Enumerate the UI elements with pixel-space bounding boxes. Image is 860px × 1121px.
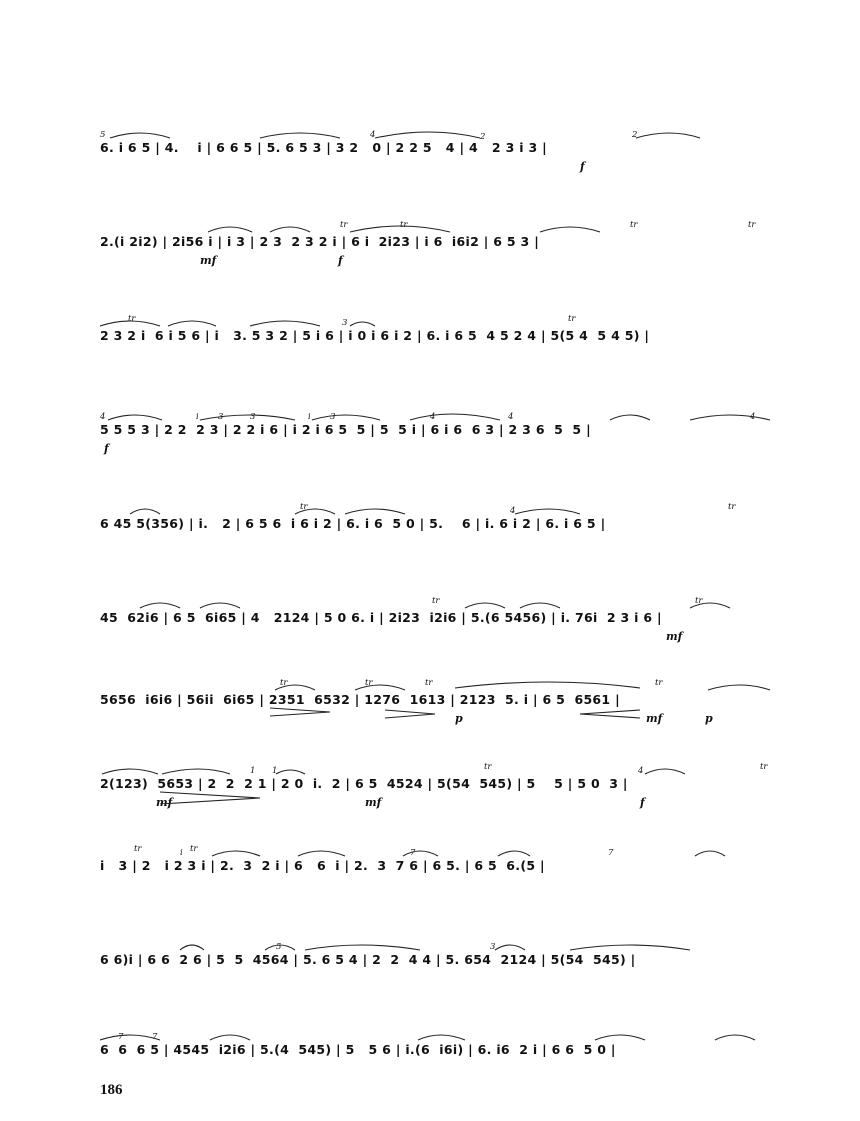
grace-note: i	[180, 848, 183, 858]
grace-note: 3	[330, 412, 336, 422]
dynamic-mark: f	[640, 796, 645, 809]
score-line	[100, 846, 790, 886]
notation-text: 2.(i 2i2) | 2i56 i | i 3 | 2 3 2 3 2 i | 6 i 2i23 | i 6 i6i2 | 6 5 3 |	[100, 234, 540, 249]
trill-mark: tr	[340, 220, 348, 230]
grace-note: 7	[410, 848, 416, 858]
trill-mark: tr	[728, 502, 736, 512]
score-line	[100, 940, 790, 980]
grace-note: 3	[490, 942, 496, 952]
notation-text: 45 62i6 | 6 5 6i65 | 4 2124 | 5 0 6. i | 2i23 i2i6 | 5.(6 5456) | i. 76i 2 3 i 6 |	[100, 610, 662, 625]
notation-text: 6 45 5(356) | i. 2 | 6 5 6 i 6 i 2 | 6. i 6 5 0 | 5. 6 | i. 6 i 2 | 6. i 6 5 |	[100, 516, 606, 531]
grace-note: 5	[100, 130, 106, 140]
dynamic-mark: mf	[365, 796, 382, 809]
notation-text: 2 3 2 i 6 i 5 6 | i 3. 5 3 2 | 5 i 6 | i 0 i 6 i 2 | 6. i 6 5 4 5 2 4 | 5(5 4 5 4 5) |	[100, 328, 650, 343]
grace-note: 4	[750, 412, 756, 422]
trill-mark: tr	[760, 762, 768, 772]
grace-note: 7	[152, 1032, 158, 1042]
dynamic-mark: p	[705, 712, 713, 725]
grace-note: 4	[510, 506, 516, 516]
notation-text: 2(123) 5653 | 2 2 2 1 | 2 0 i. 2 | 6 5 4524 | 5(54 545) | 5 5 | 5 0 3 |	[100, 776, 628, 791]
dynamic-mark: f	[104, 442, 109, 455]
dynamic-mark: p	[455, 712, 463, 725]
grace-note: 3	[342, 318, 348, 328]
dynamic-mark: mf	[646, 712, 663, 725]
grace-note: 4	[370, 130, 376, 140]
dynamic-mark: f	[338, 254, 343, 267]
trill-mark: tr	[484, 762, 492, 772]
grace-note: 4	[508, 412, 514, 422]
grace-note: 3	[250, 412, 256, 422]
grace-note: 1	[250, 766, 256, 776]
dynamic-mark: mf	[666, 630, 683, 643]
score-line	[100, 678, 790, 725]
grace-note: 2	[632, 130, 638, 140]
trill-mark: tr	[425, 678, 433, 688]
dynamic-mark: mf	[156, 796, 173, 809]
grace-note: 2	[480, 132, 486, 142]
grace-note: 3	[218, 412, 224, 422]
dynamic-mark: mf	[200, 254, 217, 267]
score-line	[100, 220, 790, 267]
score-line	[100, 410, 790, 455]
trill-mark: tr	[280, 678, 288, 688]
score-line	[100, 128, 790, 173]
trill-mark: tr	[655, 678, 663, 688]
trill-mark: tr	[365, 678, 373, 688]
score-line	[100, 762, 790, 809]
notation-text: 6 6)i | 6 6 2 6 | 5 5 4564 | 5. 6 5 4 | 2 2 4 4 | 5. 654 2124 | 5(54 545) |	[100, 952, 636, 967]
score-line	[100, 1030, 790, 1070]
notation-text: 5 5 5 3 | 2 2 2 3 | 2 2 i 6 | i 2 i 6 5 5 | 5 5 i | 6 i 6 6 3 | 2 3 6 5 5 |	[100, 422, 591, 437]
grace-note: 4	[430, 412, 436, 422]
dynamic-mark: f	[580, 160, 585, 173]
trill-mark: tr	[748, 220, 756, 230]
trill-mark: tr	[568, 314, 576, 324]
trill-mark: tr	[432, 596, 440, 606]
grace-note: 7	[608, 848, 614, 858]
grace-note: 1	[272, 766, 278, 776]
score-line	[100, 596, 790, 643]
page-number: 186	[100, 1082, 123, 1098]
trill-mark: tr	[300, 502, 308, 512]
grace-note: i	[308, 412, 311, 422]
grace-note: 7	[118, 1032, 124, 1042]
score-line	[100, 504, 790, 544]
grace-note: i	[196, 412, 199, 422]
notation-text: 5656 i6i6 | 56ii 6i65 | 2351 6532 | 1276 1613 | 2123 5. i | 6 5 6561 |	[100, 692, 620, 707]
notation-text: 6 6 6 5 | 4545 i2i6 | 5.(4 545) | 5 5 6 | i.(6 i6i) | 6. i6 2 i | 6 6 5 0 |	[100, 1042, 616, 1057]
trill-mark: tr	[134, 844, 142, 854]
score-line	[100, 316, 790, 356]
grace-note: 5	[276, 942, 282, 952]
notation-text: i 3 | 2 i 2 3 i | 2. 3 2 i | 6 6 i | 2. 3 7 6 | 6 5. | 6 5 6.(5 |	[100, 858, 545, 873]
trill-mark: tr	[128, 314, 136, 324]
trill-mark: tr	[190, 844, 198, 854]
trill-mark: tr	[630, 220, 638, 230]
grace-note: 4	[638, 766, 644, 776]
trill-mark: tr	[695, 596, 703, 606]
trill-mark: tr	[400, 220, 408, 230]
notation-text: 6. i 6 5 | 4. i | 6 6 5 | 5. 6 5 3 | 3 2 0 | 2 2 5 4 | 4 2 3 i 3 |	[100, 140, 547, 155]
grace-note: 4	[100, 412, 106, 422]
